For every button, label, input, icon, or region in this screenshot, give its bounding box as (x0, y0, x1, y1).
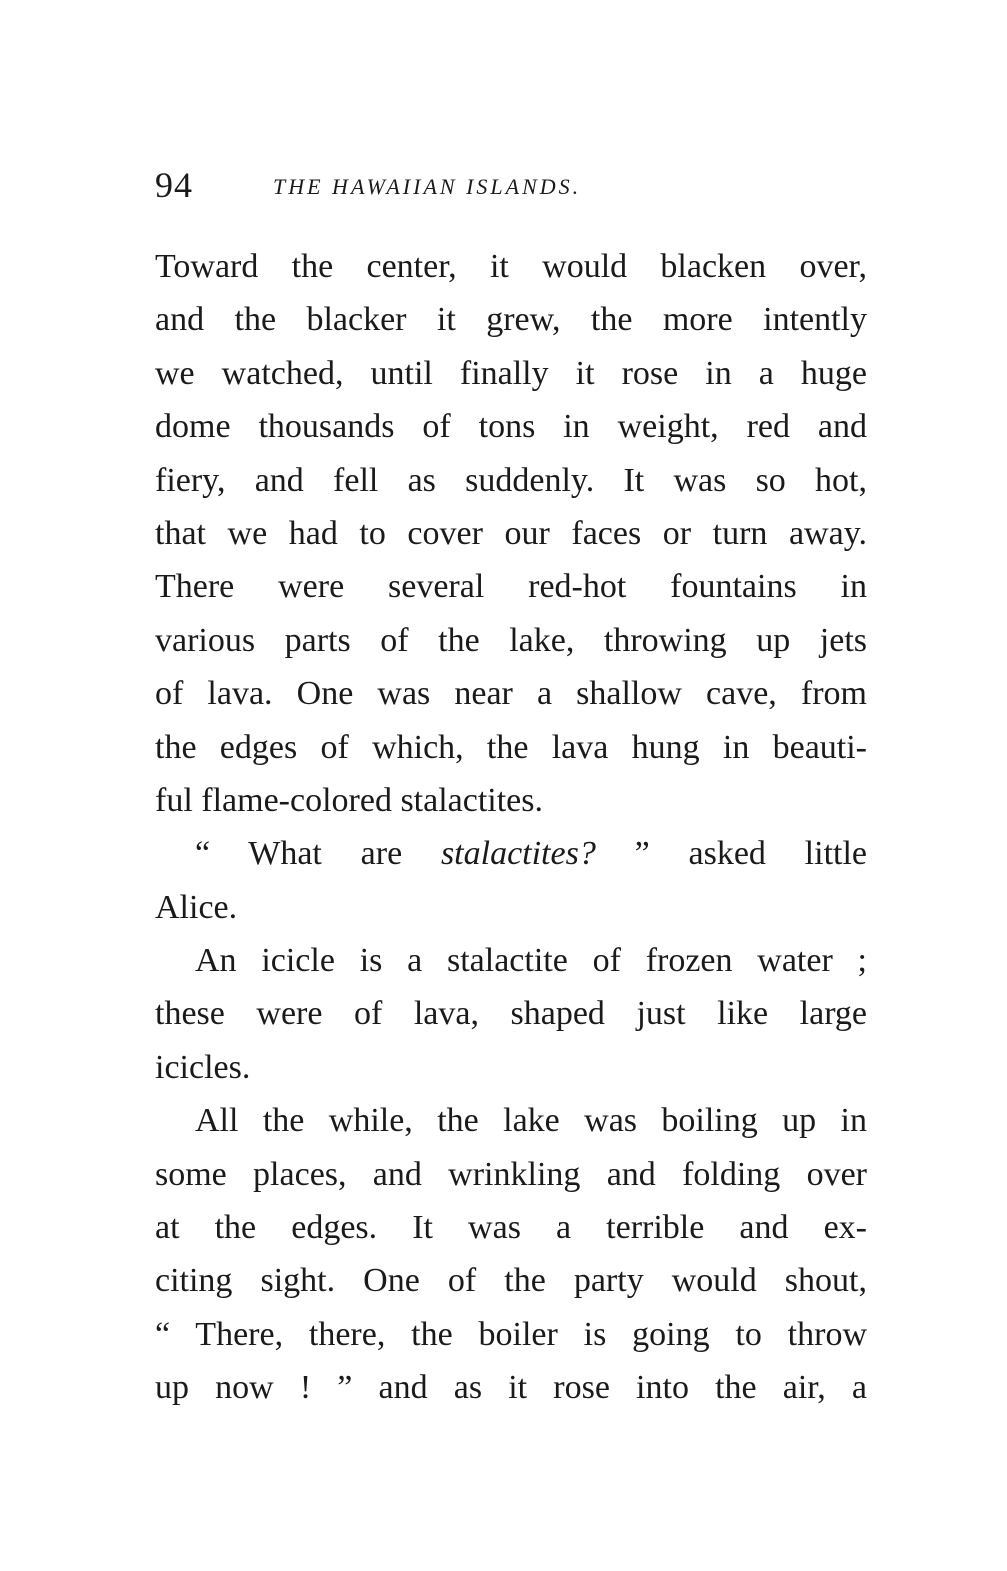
text-line: Alice. (155, 888, 238, 926)
text-line: we watched, until finally it rose in a huge (155, 354, 867, 392)
term-stalactites: stalactites? (440, 835, 596, 873)
text-line: icicles. (155, 1048, 251, 1086)
text-line: “ There, there, the boiler is going to throw (155, 1315, 867, 1353)
text-line: An icicle is a stalactite of frozen water ; (195, 942, 867, 980)
text-line: dome thousands of tons in weight, red and (155, 408, 867, 446)
page-number: 94 (155, 165, 193, 205)
question-line (155, 827, 867, 880)
running-head (155, 160, 867, 210)
text-line: the edges of which, the lava hung in beauti- (155, 728, 867, 766)
text-line: Toward the center, it would blacken over, (155, 248, 867, 285)
text-line: ful flame-colored stalactites. (155, 781, 543, 819)
text-line: citing sight. One of the party would shout, (155, 1262, 867, 1300)
text-line: various parts of the lake, throwing up jets (155, 621, 867, 659)
text-line: of lava. One was near a shallow cave, from (155, 675, 867, 713)
running-title: THE HAWAIIAN ISLANDS. (273, 174, 582, 199)
question-close: ” asked little (634, 835, 868, 873)
text-line: All the while, the lake was boiling up in (195, 1102, 867, 1140)
text-line: at the edges. It was a terrible and ex- (155, 1209, 867, 1247)
text-line: that we had to cover our faces or turn away. (155, 514, 867, 552)
text-line: these were of lava, shaped just like large (155, 995, 867, 1033)
text-line: and the blacker it grew, the more intently (155, 301, 867, 339)
question-open: “ What are (195, 835, 403, 873)
text-line: up now ! ” and as it rose into the air, a (155, 1369, 867, 1407)
text-line: There were several red-hot fountains in (155, 568, 867, 606)
text-line: some places, and wrinkling and folding over (155, 1155, 867, 1193)
text-line: fiery, and fell as suddenly. It was so hot, (155, 461, 867, 499)
body-text (155, 240, 867, 1415)
